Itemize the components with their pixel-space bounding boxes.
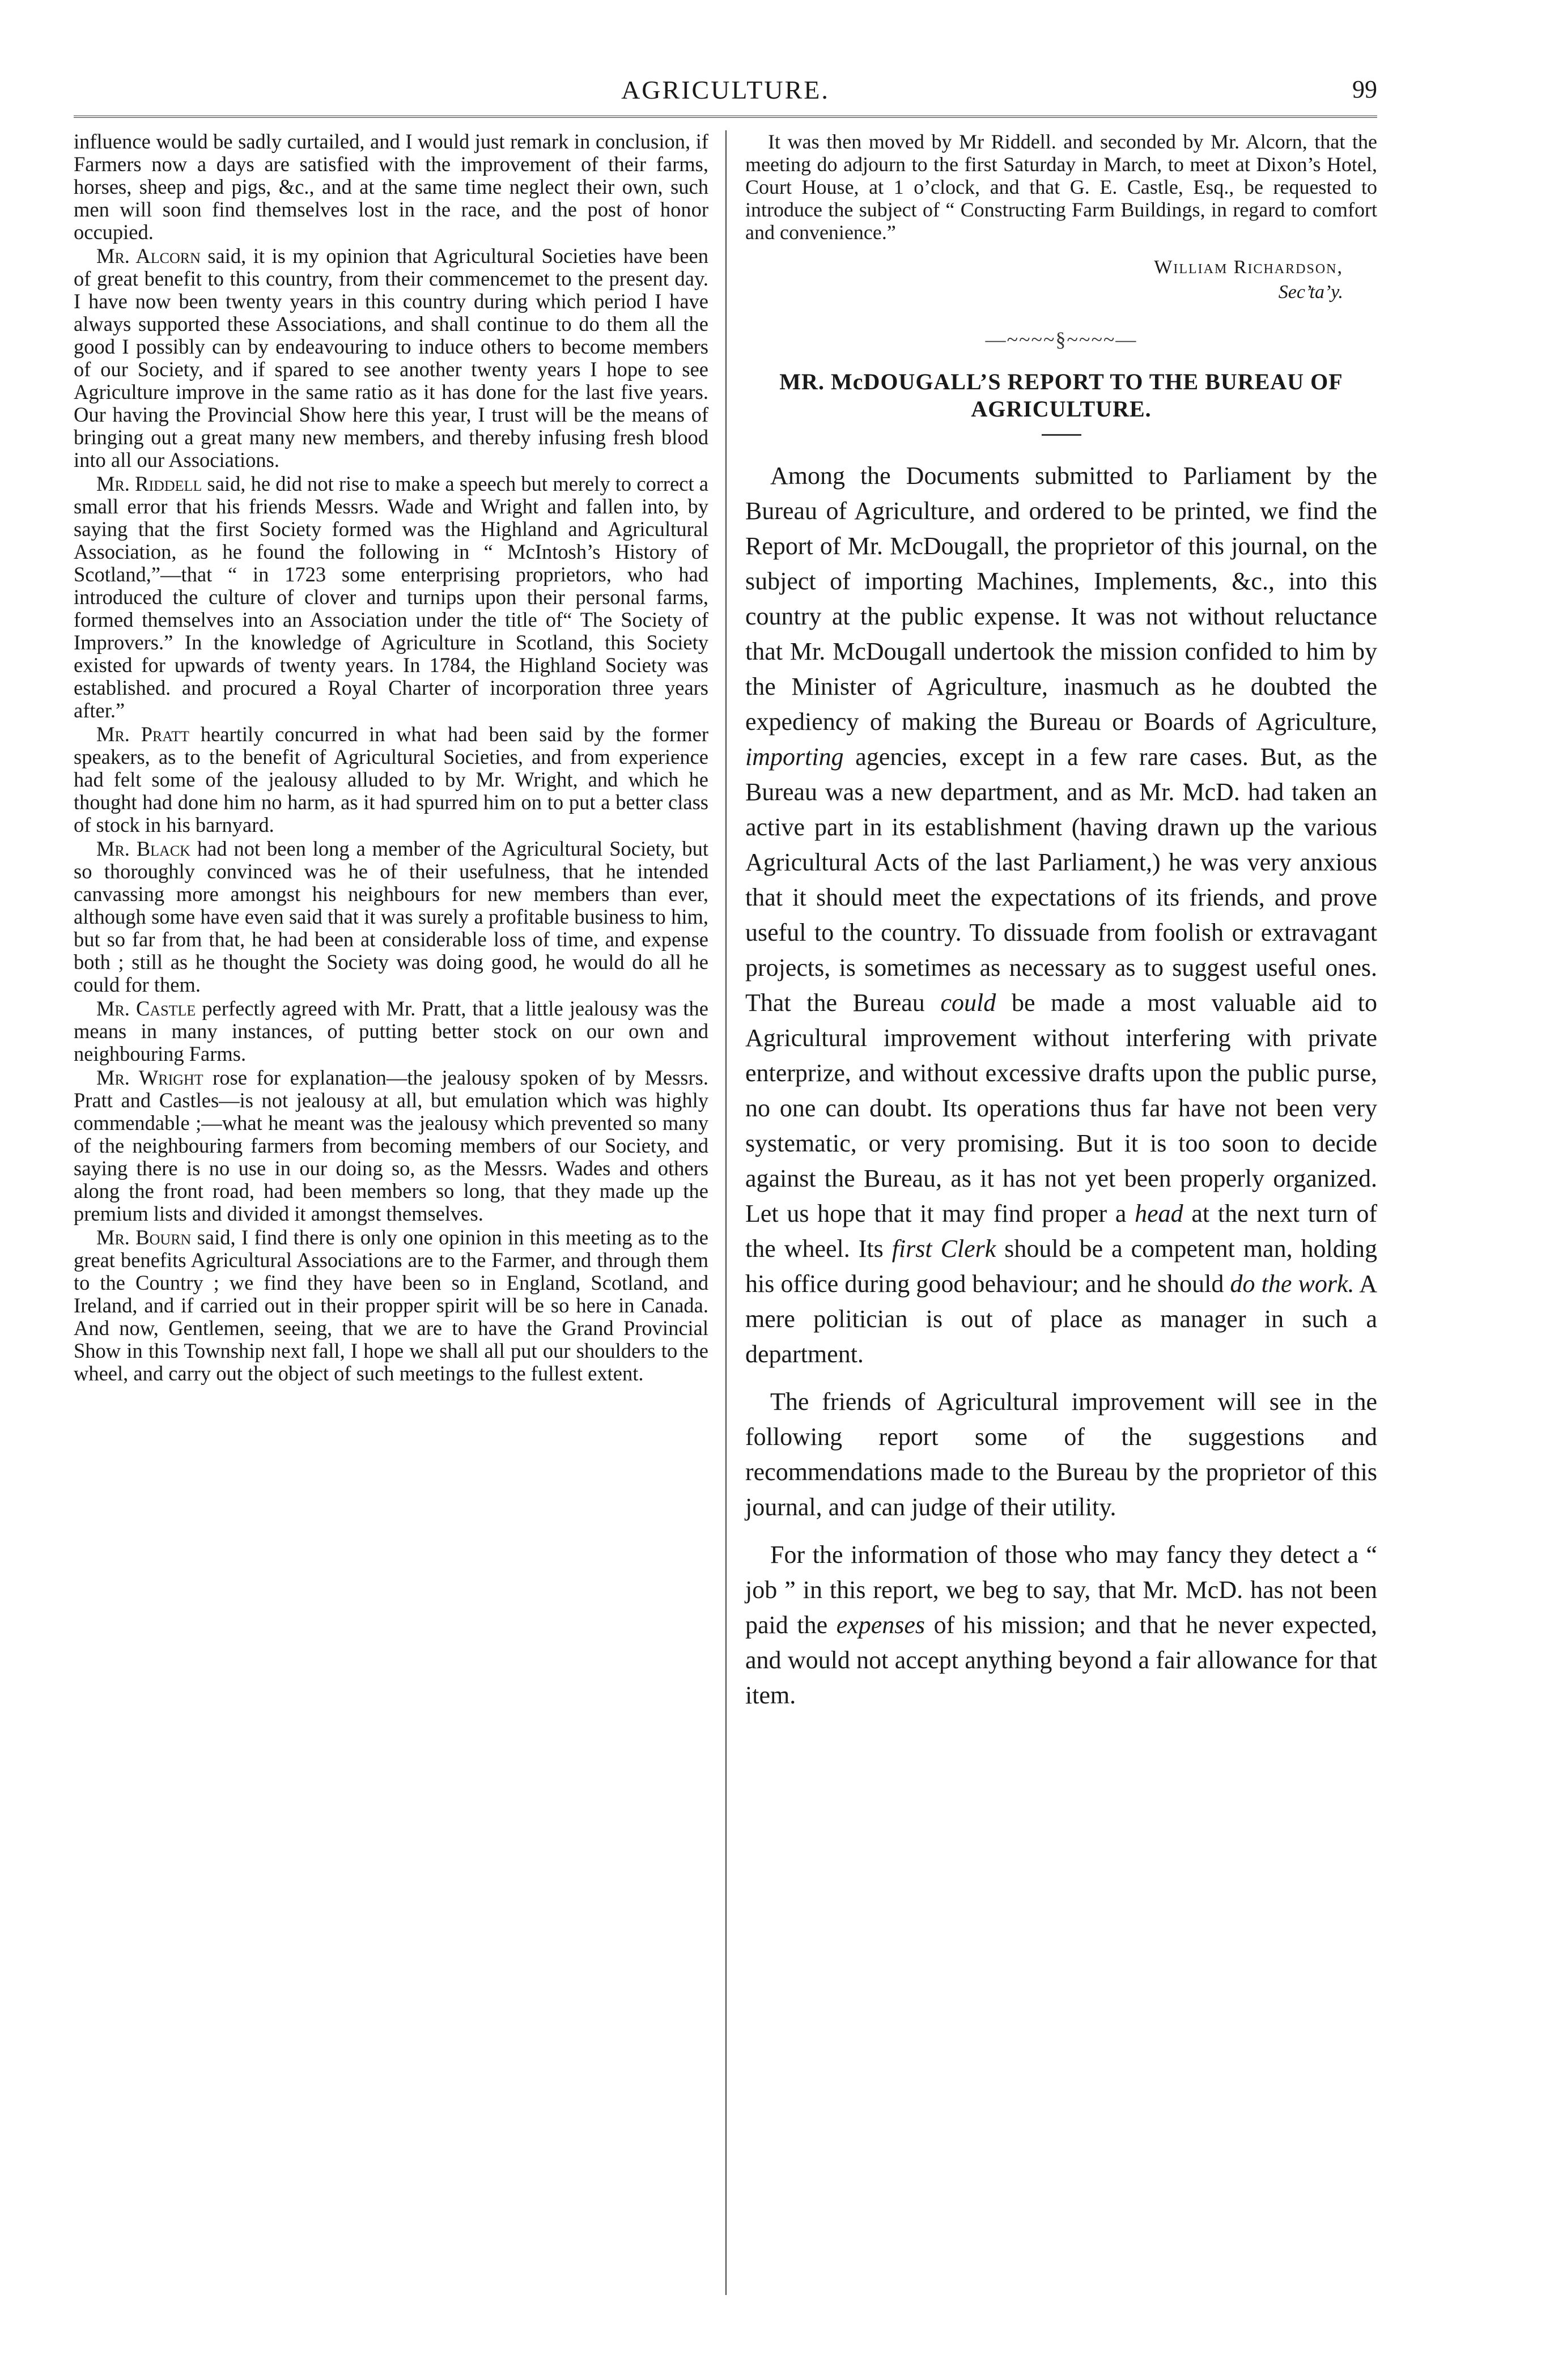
page-title: AGRICULTURE. xyxy=(621,75,830,104)
signature-block xyxy=(745,255,1377,305)
paragraph xyxy=(74,723,708,836)
italic-run: do the work. xyxy=(1230,1270,1355,1298)
speaker-name: Mr. Castle xyxy=(96,997,196,1020)
paragraph xyxy=(74,245,708,471)
signature-name: William Richardson, xyxy=(1154,257,1343,278)
speech-text: had not been long a member of the Agricultural Society, but so thoroughly convinced was he of their usefulness, that he intended canvassing more amongst his neighbours for new members than ever, although some have even said that it was surely a profitable business to him, but so far from that, he had been at considerable loss of time, and expense both ; still as he thought the Society was doing good, he would do all he could for them. xyxy=(74,837,708,996)
italic-run: first Clerk xyxy=(891,1235,996,1263)
paragraph xyxy=(74,997,708,1065)
journal-page xyxy=(74,68,1377,2306)
text-run: Among the Documents submitted to Parliament by the Bureau of Agriculture, and ordered to be printed, we find the Report of Mr. McDougall, the proprietor of this journal, on the subject of importing Machines, Implements, &c., into this country at the public expense. It was not without reluctance that Mr. McDougall undertook the mission confided to him by the Minister of Agriculture, inasmuch as he doubted the expediency of making the Bureau or Boards of Agriculture, xyxy=(745,462,1377,736)
title-rule xyxy=(1042,434,1081,436)
paragraph xyxy=(74,1226,708,1385)
speech-text: perfectly agreed with Mr. Pratt, that a little jealousy was the means in many instances, of putting better stock on our own and neighbouring Farms. xyxy=(74,997,708,1065)
italic-run: expenses xyxy=(836,1611,925,1639)
speech-text: said, he did not rise to make a speech but merely to correct a small error that his friends Messrs. Wade and Wright and fallen into, by saying that the first Society formed was the Highland and Agricultural Association, as he found the following in “ McIntosh’s History of Scotland,”—that “ in 1723 some enterprising proprietors, who had introduced the culture of clover and turnips upon their personal farms, formed themselves into an Association under the title of“ The Society of Improvers.” In the knowledge of Agriculture in Scotland, this Society existed for upwards of twenty years. In 1784, the Highland Society was established. and procured a Royal Charter of incorporation three years after.” xyxy=(74,472,708,722)
motion-paragraph: It was then moved by Mr Riddell. and seconded by Mr. Alcorn, that the meeting do adjourn to the first Saturday in March, to meet at Dixon’s Hotel, Court House, at 1 o’clock, and that G. E. Castle, Esq., be requested to introduce the subject of “ Constructing Farm Buildings, in regard to comfort and convenience.” xyxy=(745,130,1377,244)
italic-run: could xyxy=(940,989,996,1017)
article-title-line: AGRICULTURE. xyxy=(971,396,1152,422)
paragraph xyxy=(745,1537,1377,1713)
running-head xyxy=(74,68,1377,119)
speech-text: heartily concurred in what had been said by the former speakers, as to the benefit of Agricultural Societies, and from experience had felt some of the jealousy alluded to by Mr. Wright, and which he thought had done him no harm, as it had spurred him on to put a better class of stock in his barnyard. xyxy=(74,722,708,836)
italic-run: importing xyxy=(745,743,844,771)
right-column xyxy=(745,130,1377,1726)
paragraph xyxy=(74,473,708,722)
speech-text: rose for explanation—the jealousy spoken of by Messrs. Pratt and Castles—is not jealousy at all, but emulation which was highly commendable ;—what he meant was the jealousy which prevented so many of the neighbouring farmers from becoming members of our Society, and saying there is no use in our doing so, as the Messrs. Wades and others along the front road, had been members so long, that they made up the premium lists and divided it amongst themselves. xyxy=(74,1066,708,1225)
text-run: For the information of those who may fancy they detect a “ job ” in this report, we beg to say, that Mr. McD. has not been paid the xyxy=(745,1541,1377,1639)
paragraph: influence would be sadly curtailed, and I would just remark in conclusion, if Farmers now a days are satisfied with the improvement of their farms, horses, sheep and pigs, &c., and at the same time neglect their own, such men will soon find themselves lost in the race, and the post of honor occupied. xyxy=(74,130,708,244)
paragraph: The friends of Agricultural improvement will see in the following report some of the suggestions and recommendations made to the Bureau by the proprietor of this journal, and can judge of their utility. xyxy=(745,1388,1377,1521)
paragraph xyxy=(74,838,708,996)
speaker-name: Mr. Pratt xyxy=(96,722,190,746)
minutes-section xyxy=(745,130,1377,305)
italic-run: head xyxy=(1135,1200,1183,1227)
ornament-divider: —~~~~§~~~~— xyxy=(985,328,1137,351)
article-title xyxy=(745,368,1377,423)
speech-text: said, I find there is only one opinion in this meeting as to the great benefits Agricultural Associations are to the Farmer, and through them to the Country ; we find they have been so in England, Scotland, and Ireland, and if carried out in their propper spirit will be so here in Canada. And now, Gentlemen, seeing, that we are to have the Grand Provincial Show in this Township next fall, I hope we shall all put our shoulders to the wheel, and carry out the object of such meetings to the fullest extent. xyxy=(74,1226,709,1385)
text-run: agencies, except in a few rare cases. But, as the Bureau was a new department, and as Mr. McD. had taken an active part in its establishment (having drawn up the various Agricultural Acts of the last Parliament,) he was very anxious that it should meet the expectations of its friends, and prove useful to the country. To dissuade from foolish or extravagant projects, is sometimes as necessary as to suggest useful ones. That the Bureau xyxy=(745,743,1377,1017)
paragraph xyxy=(74,1066,708,1225)
signature-role: Sec’ta’y. xyxy=(1278,282,1343,303)
text-run: be made a most valuable aid to Agricultural improvement without interfering with private enterprize, and without excessive drafts upon the public purse, no one can doubt. Its operations thus far have not been very systematic, or very promising. But it is too soon to decide against the Bureau, as it has not yet been properly organized. Let us hope that it may find proper a xyxy=(745,989,1377,1227)
speaker-name: Mr. Bourn xyxy=(96,1226,192,1249)
text-run: A mere politician is out of place as manager in such a department. xyxy=(745,1270,1377,1368)
article-title-line: MR. McDOUGALL’S REPORT TO THE BUREAU OF xyxy=(779,369,1343,394)
speech-text: said, it is my opinion that Agricultural Societies have been of great benefit to this country, from their commencemet to the present day. I have now been twenty years in this country during which period I have always supported these Associations, and shall continue to do them all the good I possibly can by endeavouring to induce others to become members of our Society, and if spared to see another twenty years I hope to see Agriculture improve in the same ratio as it has done for the last five years. Our having the Provincial Show here this year, I trust will be the means of bringing out a great many new members, and thereby infusing fresh blood into all our Associations. xyxy=(74,244,708,471)
speaker-name: Mr. Black xyxy=(96,837,190,860)
text-run: should be a competent man, holding his office during good behaviour; and he should xyxy=(745,1235,1377,1298)
left-column xyxy=(74,130,708,1386)
article-body xyxy=(745,458,1377,1713)
column-divider xyxy=(725,130,727,2295)
text-run: of his mission; and that he never expected, and would not accept anything beyond a fair allowance for that item. xyxy=(745,1611,1377,1709)
speaker-name: Mr. Alcorn xyxy=(96,244,201,267)
text-run: at the next turn of the wheel. Its xyxy=(745,1200,1377,1263)
paragraph xyxy=(745,458,1377,1372)
speaker-name: Mr. Riddell xyxy=(96,472,202,495)
header-rule xyxy=(74,116,1377,118)
page-number: 99 xyxy=(1352,75,1377,103)
speaker-name: Mr. Wright xyxy=(96,1066,203,1089)
